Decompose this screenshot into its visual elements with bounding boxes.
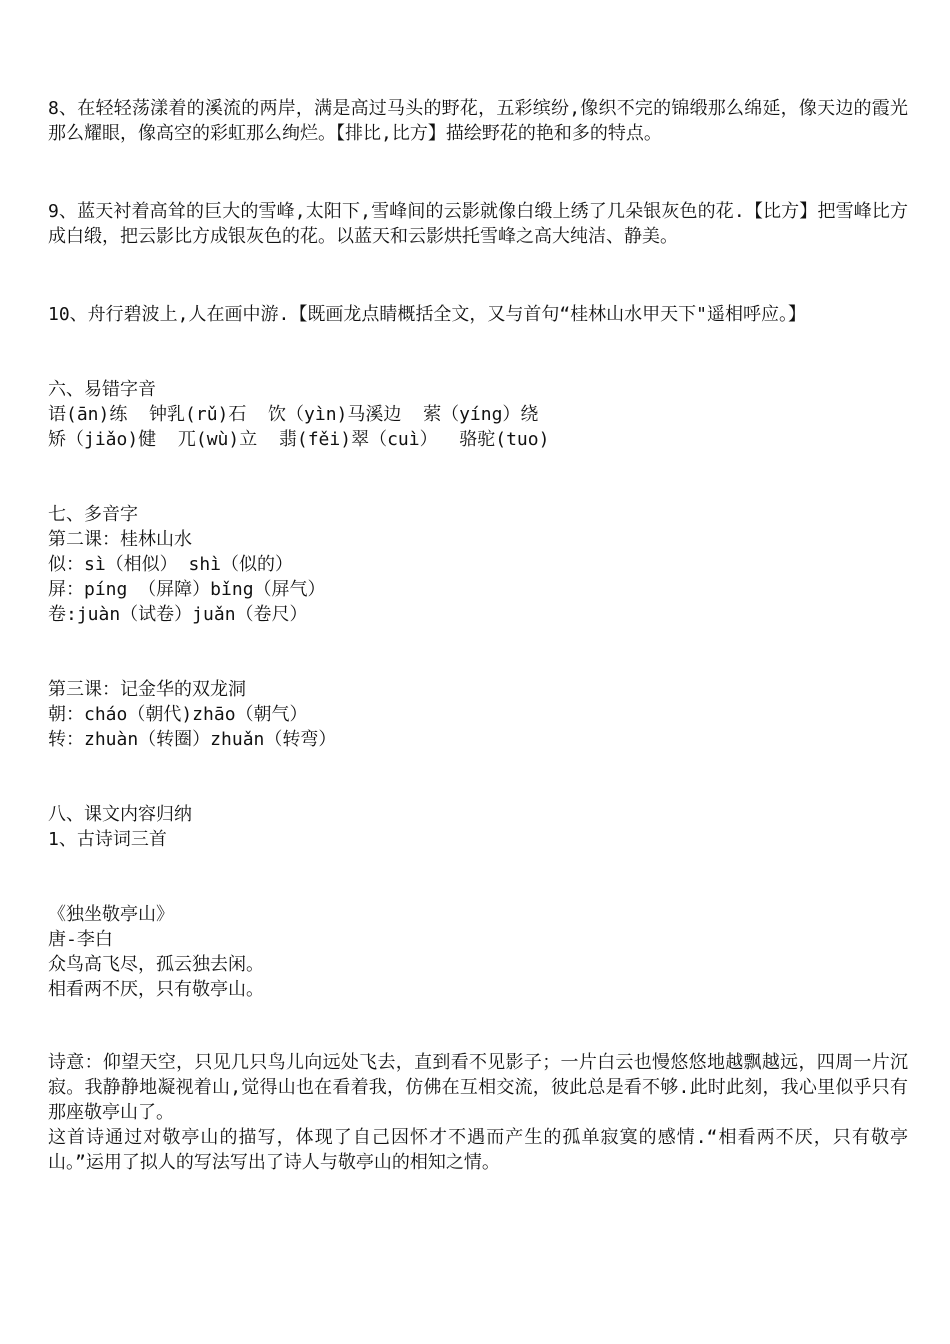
sentence-item-8	[48, 96, 908, 146]
pronunciation-line-1: 语(ān)练 钟乳(rǔ)石 饮（yìn)马溪边 萦（yíng）绕	[48, 404, 539, 425]
lesson-2-line-2: 屏：píng （屏障）bǐng（屏气）	[48, 579, 326, 600]
item-8-text: 8、在轻轻荡漾着的溪流的两岸，满是高过马头的野花，五彩缤纷,像织不完的锦缎那么绵延，像天边的霞光那么耀眼，像高空的彩虹那么绚烂。【排比,比方】描绘野花的艳和多的特点。	[48, 98, 908, 144]
sentence-item-10	[48, 302, 908, 327]
poem-line-1: 众鸟高飞尽，孤云独去闲。	[48, 954, 264, 975]
item-9-text: 9、蓝天衬着高耸的巨大的雪峰,太阳下,雪峰间的云影就像白缎上绣了几朵银灰色的花.【比方】把雪峰比方成白缎，把云影比方成银灰色的花。以蓝天和云影烘托雪峰之高大纯洁、静美。	[48, 201, 908, 247]
lesson-3-title: 第三课：记金华的双龙洞	[48, 679, 246, 700]
lesson-2-line-3: 卷:juàn（试卷）juǎn（卷尺）	[48, 604, 308, 625]
poem-line-2: 相看两不厌，只有敬亭山。	[48, 979, 264, 1000]
poem-meaning	[48, 1050, 908, 1175]
section-pronunciation	[48, 377, 908, 452]
poem-author: 唐-李白	[48, 929, 113, 950]
lesson-2-title: 第二课：桂林山水	[48, 529, 192, 550]
meaning-paragraph-1: 诗意：仰望天空，只见几只鸟儿向远处飞去，直到看不见影子；一片白云也慢悠悠地越飘越远，四周一片沉寂。我静静地凝视着山,觉得山也在看着我，仿佛在互相交流，彼此总是看不够.此时此刻，我心里似乎只有那座敬亭山了。	[48, 1052, 908, 1123]
lesson-3-line-1: 朝：cháo（朝代)zhāo（朝气）	[48, 704, 308, 725]
meaning-paragraph-2: 这首诗通过对敬亭山的描写，体现了自己因怀才不遇而产生的孤单寂寞的感情.“相看两不厌，只有敬亭山。”运用了拟人的写法写出了诗人与敬亭山的相知之情。	[48, 1127, 908, 1173]
poem-title: 《独坐敬亭山》	[48, 904, 174, 925]
section-polyphonic	[48, 502, 908, 627]
lesson-2-line-1: 似：sì（相似） shì（似的）	[48, 554, 294, 575]
section-8-heading: 八、课文内容归纳	[48, 804, 192, 825]
lesson-3-line-2: 转：zhuàn（转圈）zhuǎn（转弯）	[48, 729, 337, 750]
lesson-3-block	[48, 677, 908, 752]
pronunciation-line-2: 矫（jiǎo)健 兀(wù)立 翡(fěi)翠（cuì） 骆驼(tuo)	[48, 429, 550, 450]
section-6-heading: 六、易错字音	[48, 379, 156, 400]
section-summary	[48, 802, 908, 852]
document-page	[48, 96, 908, 1175]
section-7-heading: 七、多音字	[48, 504, 138, 525]
section-8-subheading: 1、古诗词三首	[48, 829, 167, 850]
item-10-text: 10、舟行碧波上,人在画中游.【既画龙点睛概括全文，又与首句“桂林山水甲天下"遥相呼应。】	[48, 304, 807, 325]
poem-block	[48, 902, 908, 1002]
sentence-item-9	[48, 199, 908, 249]
